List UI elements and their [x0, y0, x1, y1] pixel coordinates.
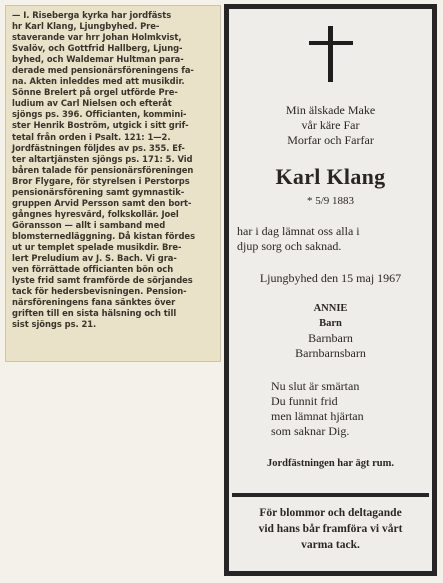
- report-line: byhed, och Waldemar Hultman para-: [12, 54, 184, 65]
- report-line: tack för hedersbevisningen. Pension-: [12, 286, 187, 297]
- report-line: gångnes hyresvärd, folkskollär. Joel: [12, 208, 179, 219]
- mourner-line: Barnbarnsbarn: [295, 346, 366, 360]
- report-line: Bror Flygare, för styrelsen i Perstorps: [12, 175, 190, 186]
- birth-date: * 5/9 1883: [306, 195, 355, 207]
- report-line: lyste frid samt framförde de sörjandes: [12, 275, 193, 286]
- report-line: na. Akten inleddes med att musikdir.: [12, 76, 185, 87]
- closing-line: varma tack.: [301, 539, 360, 551]
- report-line: gruppen Arvid Persson samt den bort-: [12, 197, 192, 208]
- report-line: båren talade för pensionärsföreningen: [12, 164, 194, 175]
- funeral-report-text: [12, 10, 215, 330]
- cross-icon: [309, 26, 353, 82]
- report-line: hr Karl Klang, Ljungbyhed. Pre-: [12, 21, 160, 32]
- report-line: närsföreningens fana sänktes över: [12, 297, 176, 308]
- report-line: sist sjöngs ps. 21.: [12, 319, 97, 330]
- report-line: Göransson — allt i samband med: [12, 219, 166, 230]
- report-line: Svalöv, och Gottfrid Hallberg, Ljung-: [12, 43, 183, 54]
- deceased-name: Karl Klang: [275, 164, 386, 189]
- report-line: sjöngs ps. 396. Officianten, kommini-: [12, 109, 187, 120]
- funeral-report-clipping: [5, 5, 221, 362]
- funeral-held-note: Jordfästningen har ägt rum.: [267, 458, 394, 469]
- divider: [232, 493, 429, 497]
- notice-intro-line: Morfar och Farfar: [287, 133, 374, 147]
- report-line: lert Preludium av J. S. Bach. Vi gra-: [12, 253, 177, 264]
- report-line: staverande var hrr Johan Holmkvist,: [12, 32, 182, 43]
- closing-thanks: [229, 505, 432, 553]
- report-line: ven förrättade officianten bön och: [12, 264, 174, 275]
- mourner-line: Barnbarn: [308, 331, 353, 345]
- report-line: ludium av Carl Nielsen och efteråt: [12, 98, 172, 109]
- closing-line: För blommor och deltagande: [259, 507, 402, 519]
- report-line: ster Henrik Boström, utgick i sitt grif-: [12, 120, 189, 131]
- report-line: pensionärsförening samt gymnastik-: [12, 186, 185, 197]
- notice-message-line: har i dag lämnat oss alla i: [237, 224, 360, 238]
- notice-intro-line: Min älskade Make: [285, 103, 376, 117]
- report-line: Sönne Brelert på orgel utförde Pre-: [12, 87, 178, 98]
- poem-line: Nu slut är smärtan: [271, 379, 360, 393]
- place-and-date: Ljungbyhed den 15 maj 1967: [259, 271, 402, 285]
- report-line: griften till en sista hälsning och till: [12, 308, 177, 319]
- report-line: tetal från orden i Psalt. 121: 1—2.: [12, 131, 171, 142]
- death-notice-clipping: [224, 4, 437, 576]
- poem-line: men lämnat hjärtan: [271, 409, 364, 423]
- notice-intro-line: vår käre Far: [301, 118, 360, 132]
- report-line: Jordfästningen följdes av ps. 355. Ef-: [12, 142, 185, 153]
- mourner-line: Barn: [319, 318, 342, 329]
- mourner-name: ANNIE: [313, 303, 348, 314]
- poem-line: som saknar Dig.: [271, 424, 350, 438]
- report-line: ter altartjänsten sjöngs ps. 171: 5. Vid: [12, 153, 193, 164]
- notice-message-line: djup sorg och saknad.: [237, 239, 342, 253]
- closing-line: vid hans bår framföra vi vårt: [258, 523, 403, 535]
- report-line: derade med pensionärsföreningens fa-: [12, 65, 194, 76]
- report-line: ut ur templet spelade musikdir. Bre-: [12, 241, 182, 252]
- report-line: — I. Riseberga kyrka har jordfästs: [12, 10, 172, 20]
- report-line: blomsternedläggning. Då kistan fördes: [12, 230, 195, 241]
- poem-line: Du funnit frid: [271, 394, 338, 408]
